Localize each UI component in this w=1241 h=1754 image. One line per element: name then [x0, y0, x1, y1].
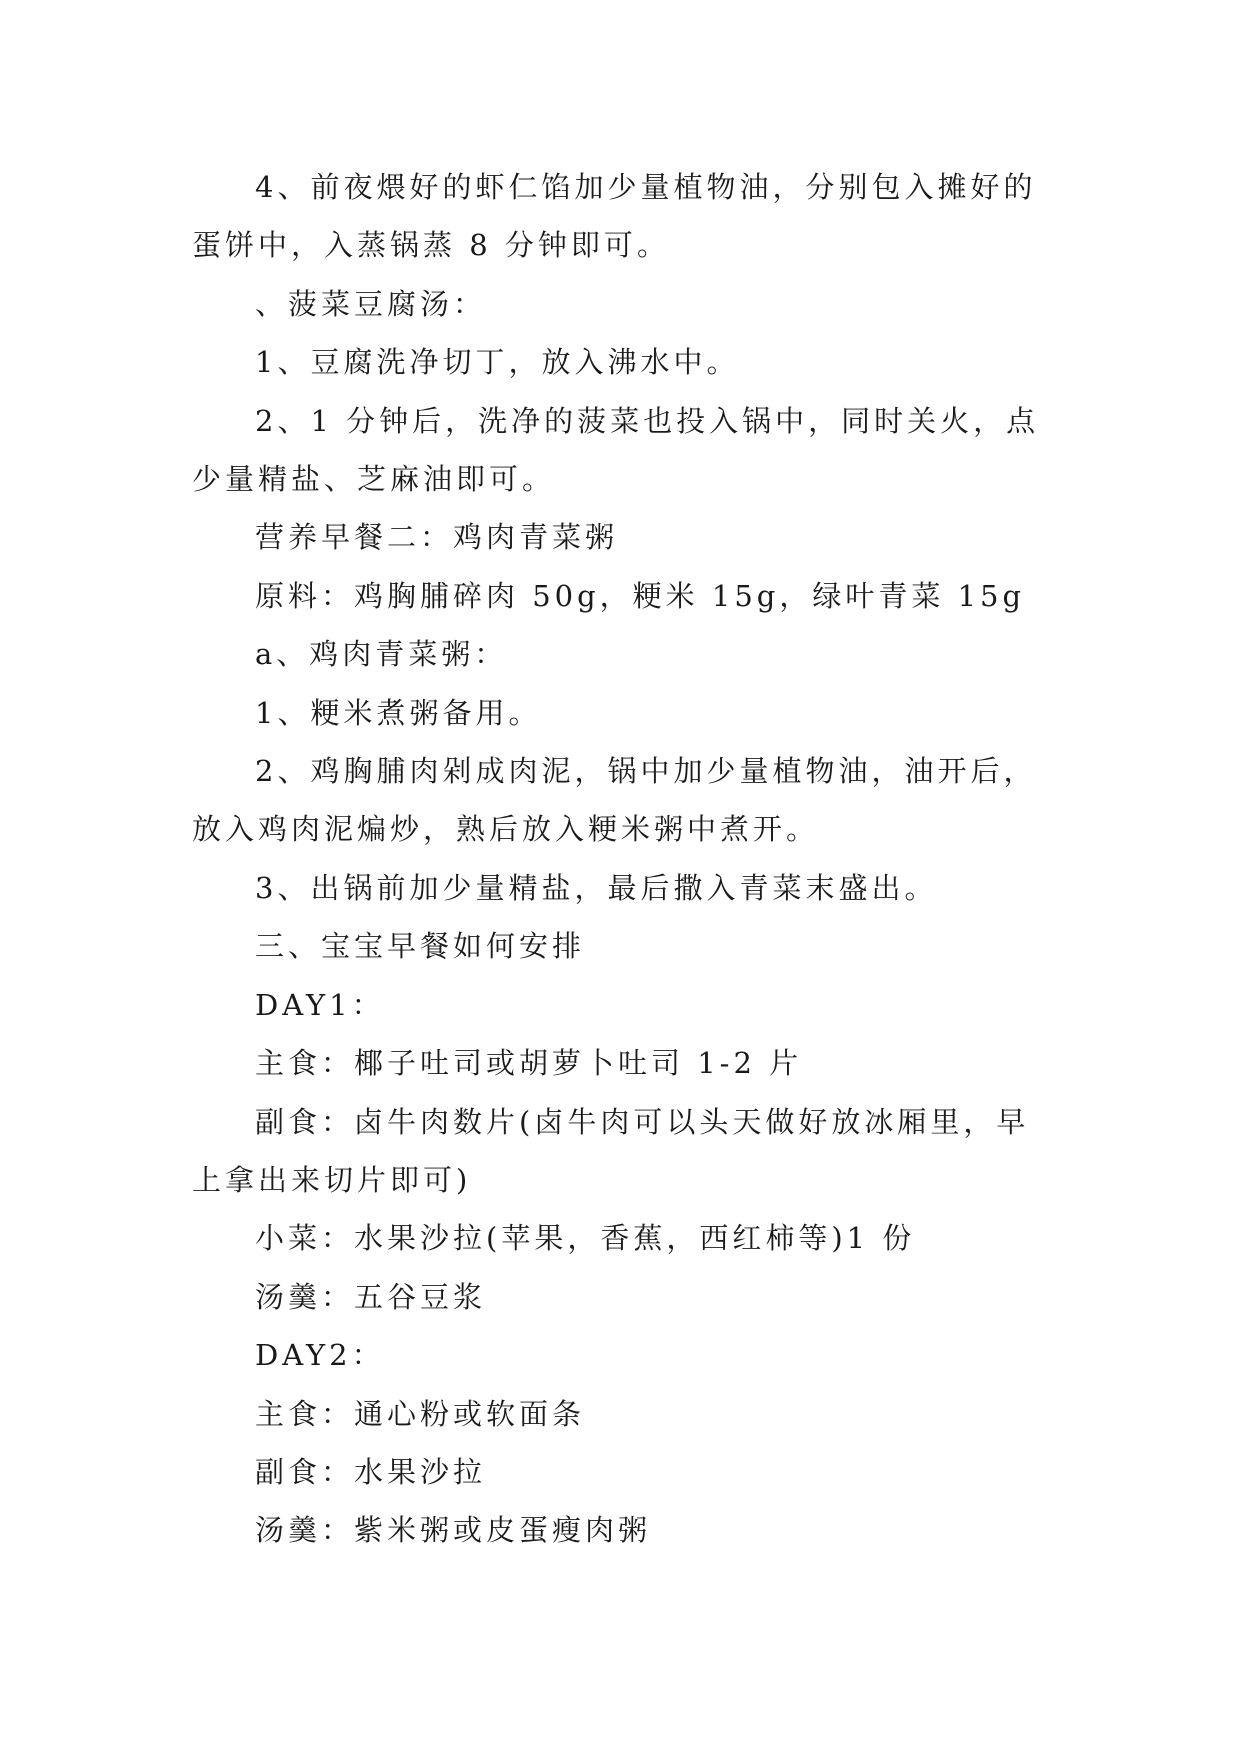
- document-body: [192, 158, 1050, 1560]
- heading-day1: DAY1：: [255, 987, 385, 1022]
- paragraph-porridge-step-2: 2、鸡胸脯肉剁成肉泥，锅中加少量植物油，油开后，放入鸡肉泥煸炒，熟后放入粳米粥中煮开。: [192, 754, 1037, 847]
- heading-section-three: 三、宝宝早餐如何安排: [255, 929, 586, 964]
- paragraph-porridge-step-3: 3、出锅前加少量精盐，最后撒入青菜末盛出。: [255, 870, 938, 905]
- paragraph-porridge-step-1: 1、粳米煮粥备用。: [255, 695, 542, 730]
- heading-spinach-tofu-soup: 、菠菜豆腐汤：: [255, 286, 487, 321]
- paragraph-day2-side: 副食：水果沙拉: [255, 1454, 487, 1489]
- heading-day2: DAY2：: [255, 1338, 385, 1373]
- paragraph-tofu-step-1: 1、豆腐洗净切丁，放入沸水中。: [255, 345, 740, 380]
- paragraph-day1-soup: 汤羹：五谷豆浆: [255, 1279, 487, 1314]
- paragraph-ingredients: 原料：鸡胸脯碎肉 50g，粳米 15g，绿叶青菜 15g: [255, 578, 1026, 613]
- paragraph-day2-staple: 主食：通心粉或软面条: [255, 1396, 586, 1431]
- paragraph-day2-soup: 汤羹：紫米粥或皮蛋瘦肉粥: [255, 1513, 652, 1548]
- heading-chicken-porridge: a、鸡肉青菜粥：: [255, 637, 508, 672]
- paragraph-day1-staple: 主食：椰子吐司或胡萝卜吐司 1-2 片: [255, 1046, 803, 1081]
- paragraph-day1-side: 副食：卤牛肉数片(卤牛肉可以头天做好放冰厢里，早上拿出来切片即可): [192, 1104, 1030, 1197]
- paragraph-day1-snack: 小菜：水果沙拉(苹果，香蕉，西红柿等)1 份: [255, 1221, 916, 1256]
- paragraph-step-4-shrimp-egg-roll: 4、前夜煨好的虾仁馅加少量植物油，分别包入摊好的蛋饼中，入蒸锅蒸 8 分钟即可。: [192, 170, 1037, 263]
- paragraph-tofu-step-2: 2、1 分钟后，洗净的菠菜也投入锅中，同时关火，点少量精盐、芝麻油即可。: [192, 403, 1040, 497]
- heading-breakfast-two: 营养早餐二：鸡肉青菜粥: [255, 520, 619, 555]
